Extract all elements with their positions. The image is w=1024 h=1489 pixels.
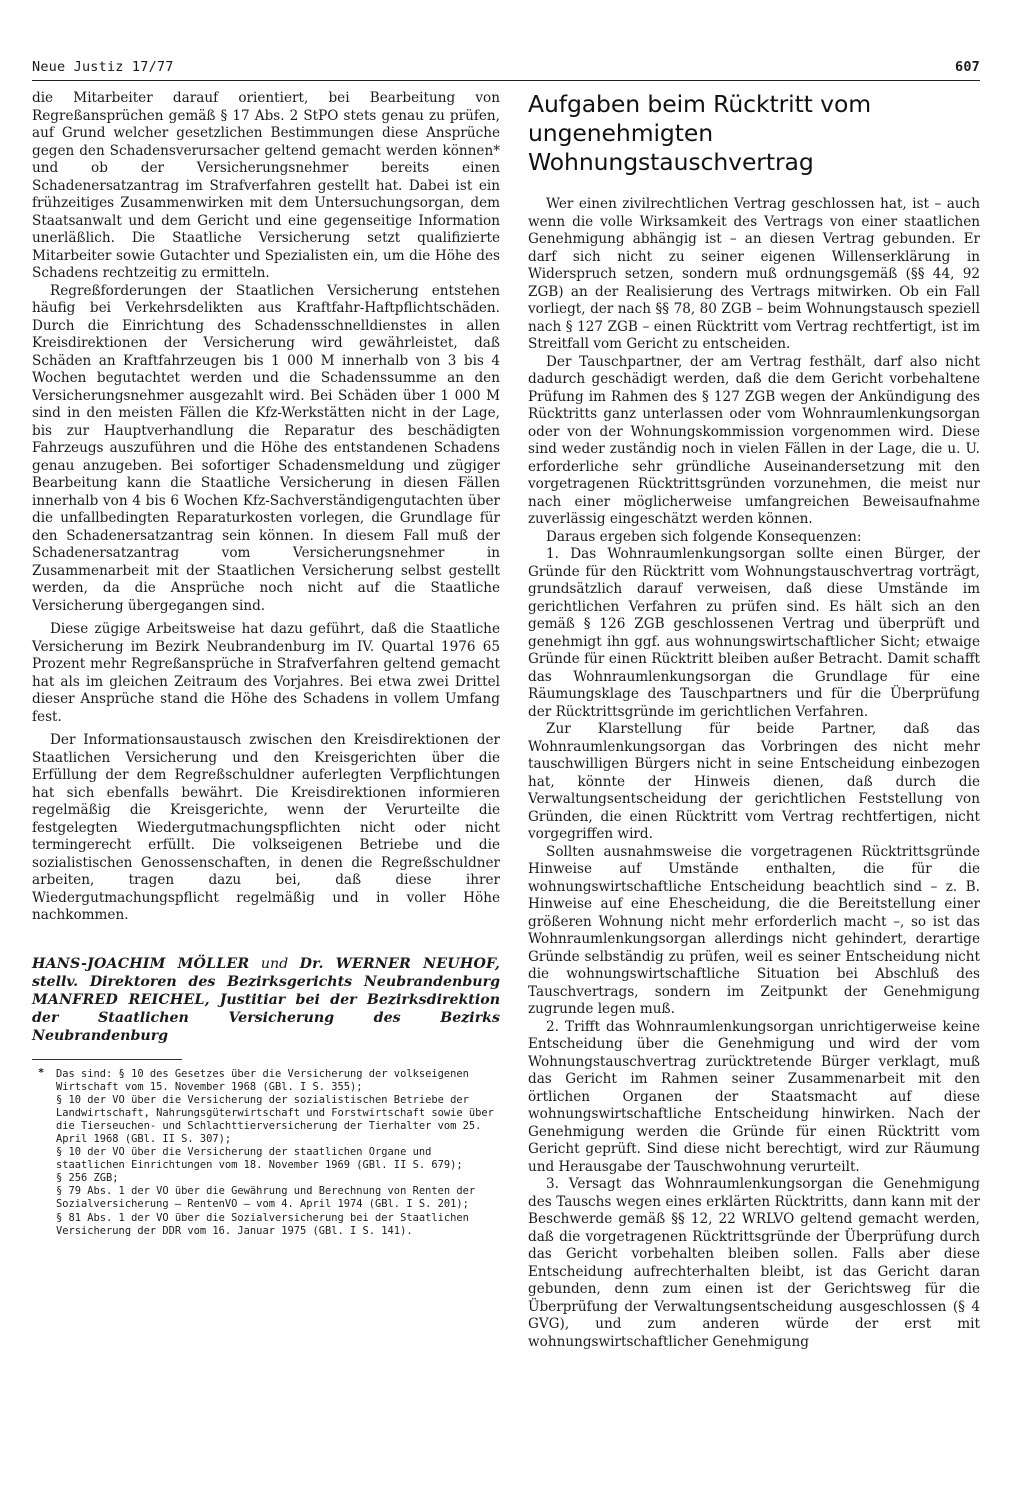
author-name-1: HANS-JOACHIM MÖLLER (32, 955, 250, 972)
right-paragraph-3: Daraus ergeben sich folgende Konsequenzen: (546, 528, 862, 545)
footnote-line (32, 1068, 500, 1094)
right-paragraph-8: 3. Versagt das Wohnraumlenkungsorgan die Genehmigung des Tauschs wegen eines erklärten Rücktritts, dann kann mit der Beschwerde gemäß §§ 12, 22 WRLVO geltend gemacht werden, daß die vorgetragenen Rücktrittsgründe der Überprüfung durch das Gericht vorbehalten bleiben sollen. Falls aber diese Entscheidung aufrechterhalten bleibt, ist das Gericht daran gebunden, denn zum einen ist der Gerichtsweg für die Überprüfung der Verwaltungsentscheidung ausgeschlossen (§ 4 GVG), und zum anderen würde der erst mit wohnungswirtschaftlicher Genehmigung (528, 1176, 980, 1350)
author-block (32, 955, 500, 1045)
footnote-line: § 79 Abs. 1 der VO über die Gewährung und Berechnung von Renten der Sozialversicherung – RentenVO – vom 4. April 1974 (GBl. I S. 201); (56, 1185, 476, 1211)
right-paragraph-5: Zur Klarstellung für beide Partner, daß das Wohnraumlenkungsorgan das Vorbringen des nicht mehr tauschwilligen Bürgers nicht in seine Entscheidung einbezogen hat, könnte der Hinweis dienen, daß durch die Verwaltungsentscheidung der gerichtlichen Feststellung von Gründen, die einen Rücktritt vom Vertrag rechtfertigen, nicht vorgegriffen wird. (528, 721, 980, 842)
footnote-line: § 10 der VO über die Versicherung der staatlichen Organe und staatlichen Einrichtungen vom 18. November 1969 (GBl. II S. 679); (56, 1146, 463, 1172)
author-name-3: MANFRED REICHEL, (32, 991, 210, 1008)
author-conjunction: und (249, 955, 300, 972)
left-paragraph-1: die Mitarbeiter darauf orientiert, bei Bearbeitung von Regreßansprüchen gemäß § 17 Abs. 2 StPO stets genau zu prüfen, auf Grund welcher gesetzlichen Bestimmungen diese Ansprüche gegen den Schadensverursacher geltend gemacht werden können* und ob der Versicherungsnehmer bereits einen Schadenersatzantrag im Strafverfahren gestellt hat. Dabei ist ein frühzeitiges Zusammenwirken mit dem Untersuchungsorgan, dem Staatsanwalt und dem Gericht und eine gegenseitige Information unerläßlich. Die Staatliche Versicherung setzt qualifizierte Mitarbeiter sowie Gutachter und Spezialisten ein, um die Höhe des Schadens rechtzeitig zu ermitteln. (32, 90, 500, 281)
right-paragraph-2: Der Tauschpartner, der am Vertrag festhält, darf also nicht dadurch geschädigt werden, daß die dem Gericht vorbehaltene Prüfung im Rahmen des § 127 ZGB wegen der Ankündigung des Rücktritts ganz unterlassen oder vom Wohnraumlenkungsorgan oder von der Wohnungskommission vorgenommen wird. Diese sind weder zuständig noch in vielen Fällen in der Lage, die u. U. erforderliche sehr gründliche Auseinandersetzung mit den vorgetragenen Rücktrittsgründen vorzunehmen, die meist nur nach einer möglicherweise umfangreichen Beweisaufnahme zuverlässig eingeschätzt werden können. (528, 353, 980, 527)
right-paragraph-1: Wer einen zivilrechtlichen Vertrag geschlossen hat, ist – auch wenn die volle Wirksamkeit des Vertrags von einer staatlichen Genehmigung abhängig ist – an diesen Vertrag gebunden. Er darf sich nicht zu seiner eigenen Willenserklärung in Widerspruch setzen, sondern muß ordnungsgemäß (§§ 44, 92 ZGB) an der Realisierung des Vertrags mitwirken. Ob ein Fall vorliegt, der nach §§ 78, 80 ZGB – beim Wohnungstausch speziell nach § 127 ZGB – einen Rücktritt vom Vertrag rechtfertigt, ist im Streitfall vom Gericht zu entscheiden. (528, 196, 980, 352)
footnote-line: § 256 ZGB; (56, 1172, 119, 1185)
left-column (32, 90, 500, 1238)
right-paragraph-6: Sollten ausnahmsweise die vorgetragenen Rücktrittsgründe Hinweise auf Umstände enthalten, die für die wohnungswirtschaftliche Entscheidung beachtlich sind – z. B. Hinweise auf eine Ehescheidung, die die Bereitstellung einer größeren Wohnung nicht mehr erforderlich macht –, so ist das Wohnraumlenkungsorgan allerdings nicht gehindert, derartige Gründe selbständig zu prüfen, weil es seiner Entscheidung nicht die wohnungswirtschaftliche Situation bei Abschluß des Tauschvertrags, sondern im Zeitpunkt der Genehmigung zugrunde legen muß. (528, 843, 980, 1017)
footnote-block (32, 1068, 500, 1238)
right-column (528, 90, 980, 1351)
left-paragraph-4: Der Informationsaustausch zwischen den Kreisdirektionen der Staatlichen Versicherung und den Kreisgerichten über die Erfüllung der dem Regreßschuldner auferlegten Verpflichtungen hat sich ebenfalls bewährt. Die Kreisdirektionen informieren regelmäßig die Kreisgerichte, wenn der Verurteilte die festgelegten Wiedergutmachungspflichten nicht oder nicht termingerecht erfüllt. Die volkseigenen Betriebe und die sozialistischen Genossenschaften, in denen die Regreßschuldner arbeiten, tragen dazu bei, daß diese ihrer Wiedergutmachungspflicht regelmäßig und in voller Höhe nachkommen. (32, 732, 500, 923)
author-role-2: Justitiar bei der Bezirksdirektion der Staatlichen Versicherung des Bezirks Neubrandenburg (32, 991, 501, 1044)
footnote-line: § 81 Abs. 1 der VO über die Sozialversicherung bei der Staatlichen Versicherung der DDR vom 16. Januar 1975 (GBl. I S. 141). (56, 1211, 469, 1237)
footnote-line: § 10 der VO über die Versicherung der sozialistischen Betriebe der Landwirtschaft, Nahrungsgüterwirtschaft und Forstwirtschaft sowie über die Tierseuchen- und Schlachttierversicherung der Tierhalter vom 25. April 1968 (GBl. II S. 307); (56, 1093, 494, 1145)
left-paragraph-2: Regreßforderungen der Staatlichen Versicherung entstehen häufig bei Verkehrsdelikten aus Kraftfahr-Haftpflichtschäden. Durch die Einrichtung des Schadensschnelldienstes in allen Kreisdirektionen der Versicherung wird gewährleistet, daß Schäden an Kraftfahrzeugen bis 1 000 M innerhalb von 3 bis 4 Wochen begutachtet werden und die Schadenssumme an den Versicherungsnehmer ausgezahlt wird. Bei Schäden über 1 000 M sind in den meisten Fällen die Kfz-Werkstätten nicht in der Lage, bis zur Hauptverhandlung die Reparatur des beschädigten Fahrzeugs auszuführen und die Höhe des entstandenen Schadens genau anzugeben. Bei sofortiger Schadensmeldung und zügiger Bearbeitung kann die Staatliche Versicherung in diesen Fällen innerhalb von 4 bis 6 Wochen Kfz-Sachverständigengutachten über die unfallbedingten Reparaturkosten vorlegen, die Grundlage für den Schadenersatzantrag sein können. In diesem Fall muß der Schadenersatzantrag vom Versicherungsnehmer in Zusammenarbeit mit der Staatlichen Versicherung selbst gestellt werden, da die Ansprüche noch nicht auf die Staatliche Versicherung übergegangen sind. (32, 282, 500, 614)
page-number: 607 (955, 59, 980, 75)
right-paragraph-4: 1. Das Wohnraumlenkungsorgan sollte einen Bürger, der Gründe für den Rücktritt vom Wohnungstauschvertrag vorträgt, grundsätzlich darauf verweisen, daß diese Umstände im gerichtlichen Verfahren zu prüfen sind. Es hält sich an den gemäß § 126 ZGB geschlossenen Vertrag und überprüft und genehmigt ihn ggf. aus wohnungswirtschaftlicher Sicht; etwaige Gründe für einen Rücktritt bleiben außer Betracht. Damit schafft das Wohnraumlenkungsorgan die Grundlage für eine Räumungsklage des Tauschpartners und für die Überprüfung der Rücktrittsgründe im gerichtlichen Verfahren. (528, 546, 980, 720)
page-header (32, 58, 980, 81)
left-paragraph-3: Diese zügige Arbeitsweise hat dazu geführt, daß die Staatliche Versicherung im Bezirk Neubrandenburg im IV. Quartal 1976 65 Prozent mehr Regreßansprüche in Strafverfahren geltend gemacht hat als im gleichen Zeitraum des Vorjahres. Bei etwa zwei Drittel dieser Ansprüche stand die Höhe des Schadens in vollem Umfang fest. (32, 621, 500, 725)
footnote-rule (32, 1059, 182, 1068)
author-role-1: stellv. Direktoren des Bezirksgerichts Neubrandenburg (32, 973, 500, 990)
author-name-2: Dr. WERNER NEUHOF, (299, 955, 500, 972)
footnote-text: Das sind: § 10 des Gesetzes über die Versicherung der volkseigenen Wirtschaft vom 15. November 1968 (GBl. I S. 355); (56, 1067, 469, 1093)
right-paragraph-7: 2. Trifft das Wohnraumlenkungsorgan unrichtigerweise keine Entscheidung über die Genehmigung und wird der vom Wohnungstauschvertrag zurücktretende Bürger verklagt, muß das Gericht im Rahmen seiner Zusammenarbeit mit den örtlichen Organen der Staatsmacht auf diese wohnungswirtschaftliche Entscheidung hinwirken. Nach der Genehmigung werden die Gründe für einen Rücktritt vom Gericht geprüft. Sind diese nicht berechtigt, wird zur Räumung und Herausgabe der Tauschwohnung verurteilt. (528, 1018, 980, 1175)
journal-issue: Neue Justiz 17/77 (32, 59, 174, 75)
article-title: Aufgaben beim Rücktritt vom ungenehmigten Wohnungstauschvertrag (528, 90, 872, 176)
footnote-marker: * (38, 1066, 45, 1079)
